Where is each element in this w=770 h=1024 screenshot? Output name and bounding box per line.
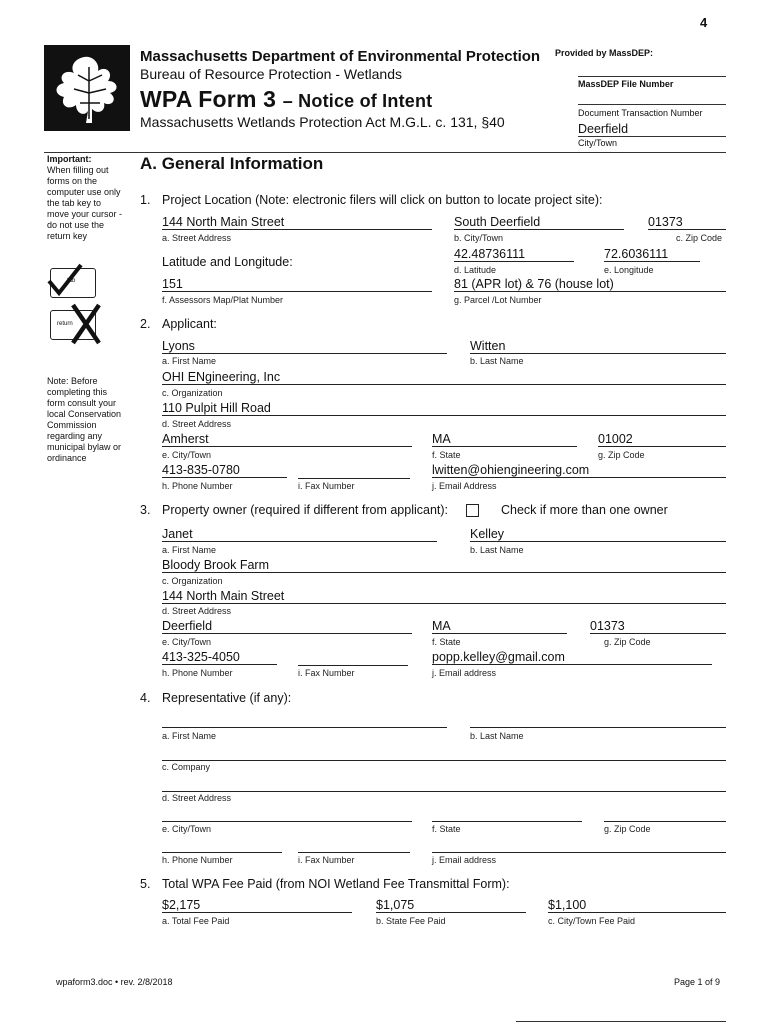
q2-number: 2. [140, 317, 151, 331]
owner-org-field[interactable]: Bloody Brook Farm [162, 558, 726, 573]
owner-phone-field[interactable]: 413-325-4050 [162, 650, 277, 665]
applicant-state-field[interactable]: MA [432, 432, 577, 447]
applicant-email-field[interactable]: lwitten@ohiengineering.com [432, 463, 726, 478]
act-reference: Massachusetts Wetlands Protection Act M.G.L. c. 131, §40 [140, 114, 505, 130]
rep-company-label: c. Company [162, 762, 211, 772]
q3-text: Property owner (required if different from applicant): [162, 503, 449, 517]
rep-phone-field[interactable] [162, 837, 282, 853]
x-mark-icon [69, 303, 103, 345]
rep-zip-label: g. Zip Code [604, 824, 651, 834]
applicant-org-label: c. Organization [162, 388, 223, 398]
owner-email-label: j. Email address [432, 668, 497, 678]
applicant-fax-field[interactable] [298, 463, 410, 479]
applicant-zip-label: g. Zip Code [598, 450, 645, 460]
longitude-field[interactable]: 72.6036111 [604, 247, 700, 262]
owner-first-field[interactable]: Janet [162, 527, 437, 542]
rep-email-field[interactable] [432, 837, 726, 853]
transaction-label: Document Transaction Number [578, 108, 703, 118]
q5-text: Total WPA Fee Paid (from NOI Wetland Fee Transmittal Form): [162, 877, 510, 891]
parcel-field[interactable]: 81 (APR lot) & 76 (house lot) [454, 277, 726, 292]
owner-email-field[interactable]: popp.kelley@gmail.com [432, 650, 712, 665]
owner-city-label: e. City/Town [162, 637, 212, 647]
owner-street-label: d. Street Address [162, 606, 232, 616]
rep-company-field[interactable] [162, 745, 726, 761]
applicant-city-label: e. City/Town [162, 450, 212, 460]
rep-city-field[interactable] [162, 806, 412, 822]
section-a-title: A. General Information [140, 154, 324, 173]
important-title: Important: [47, 154, 92, 164]
project-street-label: a. Street Address [162, 233, 232, 243]
owner-phone-label: h. Phone Number [162, 668, 233, 678]
applicant-city-field[interactable]: Amherst [162, 432, 412, 447]
oak-leaf-icon [44, 45, 130, 131]
provided-by: Provided by MassDEP: [555, 48, 654, 58]
project-city-label: b. City/Town [454, 233, 504, 243]
map-plat-field[interactable]: 151 [162, 277, 432, 292]
page-number: 4 [700, 15, 708, 30]
applicant-state-label: f. State [432, 450, 461, 460]
important-text: When filling out forms on the computer use only the tab key to move your cursor - do not use the return key [47, 165, 123, 241]
state-fee-label: b. State Fee Paid [376, 916, 446, 926]
applicant-first-label: a. First Name [162, 356, 217, 366]
owner-zip-field[interactable]: 01373 [590, 619, 726, 634]
owner-state-label: f. State [432, 637, 461, 647]
applicant-street-label: d. Street Address [162, 419, 232, 429]
header-city: Deerfield [578, 122, 629, 136]
project-city-field[interactable]: South Deerfield [454, 215, 624, 230]
applicant-fax-label: i. Fax Number [298, 481, 355, 491]
file-number-label: MassDEP File Number [578, 79, 674, 89]
owner-fax-field[interactable] [298, 650, 408, 666]
applicant-email-label: j. Email Address [432, 481, 497, 491]
form-title-sub: – Notice of Intent [282, 91, 433, 111]
rep-fax-label: i. Fax Number [298, 855, 355, 865]
owner-last-field[interactable]: Kelley [470, 527, 726, 542]
total-fee-field[interactable]: $2,175 [162, 898, 352, 913]
footer-page: Page 1 of 9 [674, 977, 721, 987]
owner-fax-label: i. Fax Number [298, 668, 355, 678]
map-plat-label: f. Assessors Map/Plat Number [162, 295, 284, 305]
applicant-street-field[interactable]: 110 Pulpit Hill Road [162, 401, 726, 416]
applicant-zip-field[interactable]: 01002 [598, 432, 726, 447]
owner-state-field[interactable]: MA [432, 619, 567, 634]
org-name: Massachusetts Department of Environmental Protection [140, 48, 541, 65]
rep-street-field[interactable] [162, 776, 726, 792]
form-title [140, 86, 432, 113]
q4-number: 4. [140, 691, 151, 705]
owner-last-label: b. Last Name [470, 545, 524, 555]
latlong-label: Latitude and Longitude: [162, 255, 293, 269]
q2-text: Applicant: [162, 317, 217, 331]
owner-street-field[interactable]: 144 North Main Street [162, 589, 726, 604]
applicant-phone-label: h. Phone Number [162, 481, 233, 491]
latitude-field[interactable]: 42.48736111 [454, 247, 574, 262]
rep-street-label: d. Street Address [162, 793, 232, 803]
tab-key-label: tab [67, 278, 76, 284]
applicant-last-field[interactable]: Witten [470, 339, 726, 354]
latitude-label: d. Latitude [454, 265, 497, 275]
city-fee-label: c. City/Town Fee Paid [548, 916, 636, 926]
rep-state-field[interactable] [432, 806, 582, 822]
q5-number: 5. [140, 877, 151, 891]
q1-text: Project Location (Note: electronic filers will click on button to locate project site): [162, 193, 603, 207]
bureau-name: Bureau of Resource Protection - Wetlands [140, 66, 402, 82]
footer-doc-rev: wpaform3.doc • rev. 2/8/2018 [56, 977, 173, 987]
checkmark-icon [45, 263, 85, 297]
q3-number: 3. [140, 503, 151, 517]
applicant-first-field[interactable]: Lyons [162, 339, 447, 354]
applicant-org-field[interactable]: OHI ENgineering, Inc [162, 370, 726, 385]
tab-key-image [50, 268, 96, 298]
sidebar-important [47, 154, 123, 242]
city-fee-field[interactable]: $1,100 [548, 898, 726, 913]
multiple-owner-checkbox[interactable] [466, 504, 479, 517]
rep-last-label: b. Last Name [470, 731, 524, 741]
rep-phone-label: h. Phone Number [162, 855, 233, 865]
rep-last-field[interactable] [470, 712, 726, 728]
state-fee-field[interactable]: $1,075 [376, 898, 526, 913]
owner-org-label: c. Organization [162, 576, 223, 586]
owner-zip-label: g. Zip Code [604, 637, 651, 647]
rep-city-label: e. City/Town [162, 824, 212, 834]
longitude-label: e. Longitude [604, 265, 654, 275]
applicant-last-label: b. Last Name [470, 356, 524, 366]
q1-number: 1. [140, 193, 151, 207]
rep-first-field[interactable] [162, 712, 447, 728]
massdep-logo [44, 45, 130, 131]
rep-email-label: j. Email address [432, 855, 497, 865]
parcel-label: g. Parcel /Lot Number [454, 295, 542, 305]
rep-state-label: f. State [432, 824, 461, 834]
owner-first-label: a. First Name [162, 545, 217, 555]
owner-city-field[interactable]: Deerfield [162, 619, 412, 634]
rep-zip-field[interactable] [604, 806, 726, 822]
header-city-label: City/Town [578, 138, 618, 148]
project-zip-field[interactable]: 01373 [648, 215, 726, 230]
sidebar-note: Note: Before completing this form consult your local Conservation Commission regarding any municipal bylaw or ordinance [47, 376, 122, 463]
project-street-field[interactable]: 144 North Main Street [162, 215, 432, 230]
rep-first-label: a. First Name [162, 731, 217, 741]
project-zip-label: c. Zip Code [676, 233, 723, 243]
return-key-label: return [57, 321, 73, 327]
rep-fax-field[interactable] [298, 837, 410, 853]
applicant-phone-field[interactable]: 413-835-0780 [162, 463, 287, 478]
total-fee-label: a. Total Fee Paid [162, 916, 230, 926]
q4-text: Representative (if any): [162, 691, 292, 705]
multiple-owner-label: Check if more than one owner [501, 503, 668, 517]
return-key-image [50, 310, 96, 340]
form-title-main: WPA Form 3 [140, 86, 277, 112]
